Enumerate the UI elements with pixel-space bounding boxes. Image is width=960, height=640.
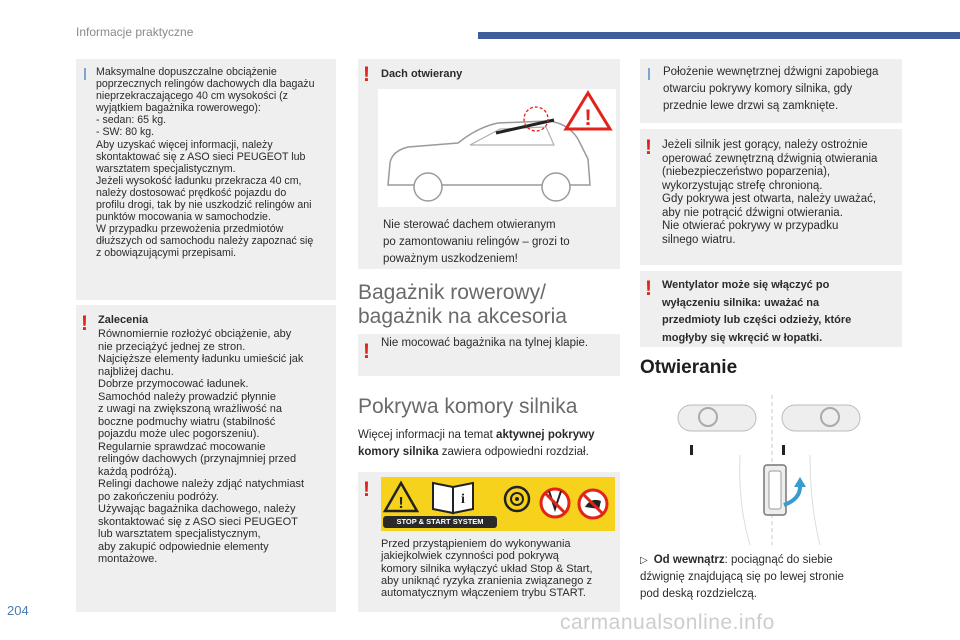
fan-icon — [505, 487, 529, 511]
stop-start-warning-box — [358, 472, 620, 612]
arrow-bullet-icon: ▷ — [640, 555, 648, 566]
recommendations-box — [76, 305, 336, 612]
manual-book-icon — [433, 483, 473, 513]
lever-info-text: Położenie wewnętrznej dźwigni zapobiega otwarciu pokrywy komory silnika, gdy przednie lewe drzwi są zamknięte. — [663, 66, 879, 112]
stop-start-warning-text: Przed przystąpieniem do wykonywania jakiejkolwiek czynności pod pokrywą komory silnika wyłączyć układ Stop & Start, aby uniknąć ryzyka zranienia związanego z automatycznym włączeniem trybu START. — [381, 538, 593, 600]
no-hands-icon — [579, 490, 607, 518]
sunroof-text: Nie sterować dachem otwieranym po zamontowaniu relingów – grozi to poważnym uszkodzeniem! — [383, 219, 570, 265]
warning-exclamation-icon: ! — [81, 312, 88, 335]
car-roof-illustration — [378, 89, 616, 207]
hood-intro-pre: Więcej informacji na temat — [358, 429, 497, 441]
info-bar-icon — [84, 68, 86, 80]
bike-rack-warning-box — [358, 334, 620, 376]
header-title: Informacje praktyczne — [76, 25, 194, 39]
load-info-text: Maksymalne dopuszczalne obciążenie poprzecznych relingów dachowych dla bagażu nieprzekraczającego 40 cm wysokości (z wyjątkiem bagażnika rowerowego): - sedan: 65 kg. - SW: 80 kg. Aby uzyskać więcej informacji, należy skontaktować się z ASO sieci PEUGEOT lub warsztatem specjalistycznym. Jeżeli wysokość ładunku przekracza 40 cm, należy dostosować prędkość pojazdu do profilu drogi, tak by nie uszkodzić relingów ani punktów mocowania w samochodzie. W przypadku przewożenia przedmiotów dłuższych od samochodu należy zapoznać się z obowiązującymi przepisami. — [96, 66, 315, 260]
warning-exclamation-icon: ! — [363, 340, 370, 363]
fan-warning-text: Wentylator może się włączyć po wyłączeniu silnika: uważać na przedmioty lub części odzieży, które mogłyby się wkręcić w łopatki. — [662, 279, 852, 344]
page-number: 204 — [7, 603, 29, 618]
bike-rack-warning-text: Nie mocować bagażnika na tylnej klapie. — [381, 337, 589, 349]
hood-section-title: Pokrywa komory silnika — [358, 395, 578, 418]
hot-engine-warning-box — [640, 129, 902, 265]
sunroof-box — [358, 59, 620, 269]
sunroof-title: Dach otwierany — [381, 68, 463, 80]
inside-text: : pociągnąć do siebie dźwignię znajdującą się po lewej stronie pod deską rozdzielczą. — [640, 554, 844, 600]
lever-icon — [764, 465, 786, 515]
warning-exclamation-icon: ! — [363, 478, 370, 501]
no-loose-clothing-icon — [541, 489, 569, 517]
lever-info-box — [640, 59, 902, 123]
inside-instruction — [640, 552, 902, 603]
svg-text:!: ! — [398, 495, 404, 512]
info-bar-icon — [648, 68, 650, 80]
warning-exclamation-icon: ! — [645, 136, 652, 159]
warning-exclamation-icon: ! — [645, 277, 652, 300]
bike-rack-section-title: Bagażnik rowerowy/ bagażnik na akcesoria — [358, 281, 567, 328]
warning-triangle-icon — [385, 483, 417, 512]
svg-text:!: ! — [584, 105, 592, 130]
svg-text:i: i — [461, 492, 465, 507]
fan-warning-box — [640, 271, 902, 347]
hood-intro-post: zawiera odpowiedni rozdział. — [438, 446, 589, 458]
hot-engine-warning-text: Jeżeli silnik jest gorący, należy ostrożnie operować zewnętrzną dźwignią otwierania (niebezpieczeństwo poparzenia), wykorzystując strefę chronioną. Gdy pokrywa jest otwarta, należy uważać, aby nie potrącić dźwigni otwierania. Nie otwierać pokrywy w przypadku silnego wiatru. — [662, 139, 878, 246]
warning-exclamation-icon: ! — [363, 63, 370, 86]
hood-intro-text — [358, 427, 620, 461]
load-info-box — [76, 59, 336, 300]
recommendations-text: Równomiernie rozłożyć obciążenie, aby nie przeciążyć jednej ze stron. Najcięższe elementy ładunku umieścić jak najbliżej dachu. Dobrze przymocować ładunek. Samochód należy prowadzić płynnie z uwagi na zwiększoną wrażliwość na boczne podmuchy wiatru (stabilność pojazdu może ulec pogorszeniu). Regularnie sprawdzać mocowanie relingów dachowych (przynajmniej przed każdą podróżą). Relingi dachowe należy zdjąć natychmiast po zakończeniu podróży. Używając bagażnika dachowego, należy skontaktować się z ASO sieci PEUGEOT lub warsztatem specjalistycznym, aby zakupić odpowiednie elementy montażowe. — [98, 328, 305, 565]
hood-lever-illustration — [660, 395, 880, 545]
stop-start-label: STOP & START SYSTEM — [383, 516, 497, 528]
watermark: carmanualsonline.info — [560, 611, 775, 634]
hood-intro-bold: aktywnej pokrywy komory silnika — [358, 429, 595, 458]
inside-label: Od wewnątrz — [653, 554, 725, 566]
opening-section-title: Otwieranie — [640, 357, 738, 378]
recommendations-title: Zalecenia — [98, 314, 149, 326]
header-accent-bar — [478, 32, 960, 39]
